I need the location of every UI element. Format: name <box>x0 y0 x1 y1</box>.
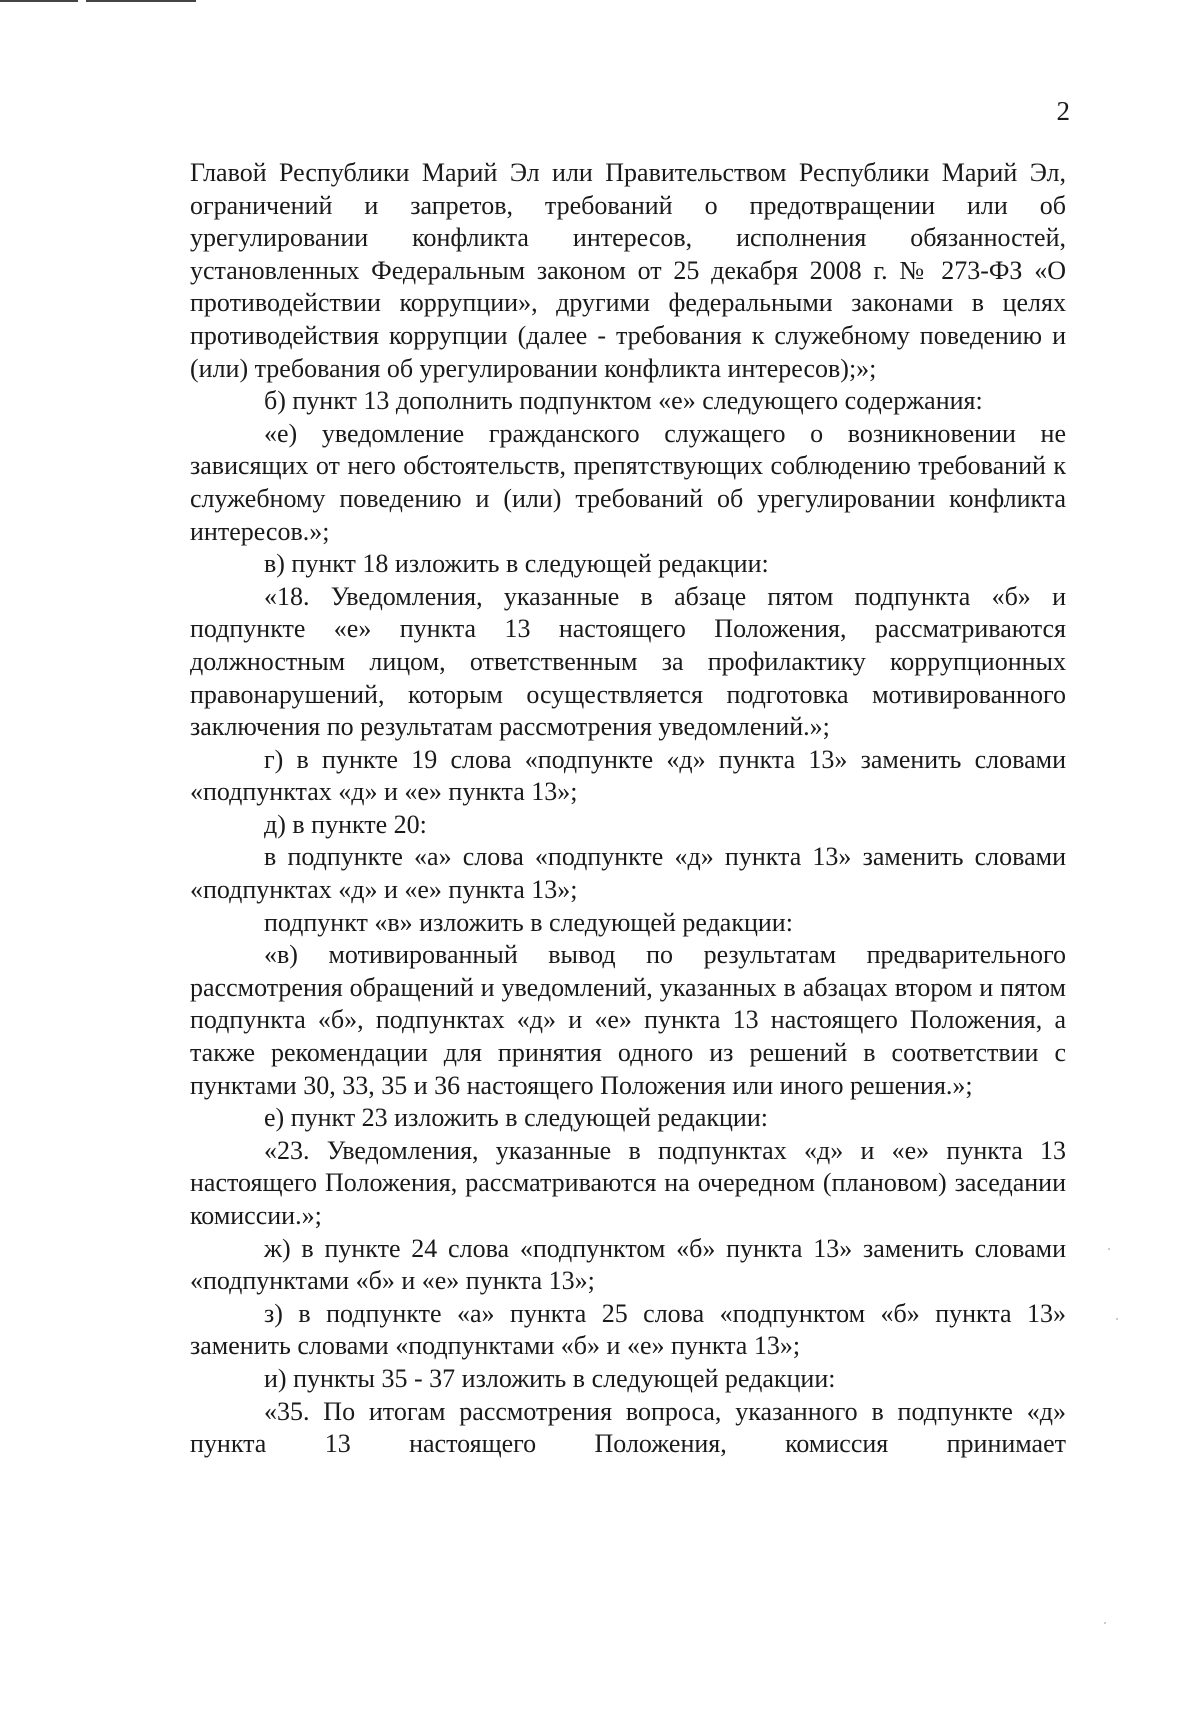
paragraph: з) в подпункте «а» пункта 25 слова «подпунктом «б» пункта 13» заменить словами «подпунктами «б» и «е» пункта 13»; <box>190 1298 1066 1361</box>
paragraph: г) в пункте 19 слова «подпункте «д» пункта 13» заменить словами «подпунктах «д» и «е» пункта 13»; <box>190 744 1066 807</box>
paragraph: д) в пункте 20: <box>264 809 427 839</box>
paragraph: в) пункт 18 изложить в следующей редакции: <box>264 549 769 579</box>
paragraph: «18. Уведомления, указанные в абзаце пятом подпункта «б» и подпункте «е» пункта 13 настоящего Положения, рассматриваются должностным лицом, ответственным за профилактику коррупционных правонарушений, которым осуществляется подготовка мотивированного заключения по результатам рассмотрения уведомлений.»; <box>190 581 1066 742</box>
paragraph: е) пункт 23 изложить в следующей редакции: <box>264 1103 768 1133</box>
scan-edge-mark <box>0 0 78 2</box>
paragraph: и) пункты 35 - 37 изложить в следующей редакции: <box>264 1363 836 1393</box>
scan-speck <box>1116 1318 1118 1320</box>
paragraph: «23. Уведомления, указанные в подпунктах «д» и «е» пункта 13 настоящего Положения, рассматриваются на очередном (плановом) заседании комиссии.»; <box>190 1135 1066 1230</box>
scan-speck <box>1108 1248 1110 1250</box>
paragraph: ж) в пункте 24 слова «подпунктом «б» пункта 13» заменить словами «подпунктами «б» и «е» пункта 13»; <box>190 1233 1066 1296</box>
document-body <box>190 157 1066 1461</box>
page-number: 2 <box>1056 96 1070 126</box>
paragraph: б) пункт 13 дополнить подпунктом «е» следующего содержания: <box>264 386 983 416</box>
scan-edge-mark <box>86 0 196 2</box>
paragraph: подпункт «в» изложить в следующей редакции: <box>264 907 793 937</box>
paragraph: Главой Республики Марий Эл или Правительством Республики Марий Эл, ограничений и запретов, требований о предотвращении или об урегулировании конфликта интересов, исполнения обязанностей, установленных Федеральным законом от 25 декабря 2008 г. № 273-ФЗ «О противодействии коррупции», другими федеральными законами в целях противодействия коррупции (далее - требования к служебному поведению и (или) требования об урегулировании конфликта интересов);»; <box>190 158 1066 383</box>
paragraph: «35. По итогам рассмотрения вопроса, указанного в подпункте «д» пункта 13 настоящего Положения, комиссия принимает <box>190 1396 1066 1459</box>
paragraph: в подпункте «а» слова «подпункте «д» пункта 13» заменить словами «подпунктах «д» и «е» пункта 13»; <box>190 842 1066 905</box>
scan-speck <box>1104 1622 1106 1624</box>
paragraph: «е) уведомление гражданского служащего о возникновении не зависящих от него обстоятельств, препятствующих соблюдению требований к служебному поведению и (или) требований об урегулировании конфликта интересов.»; <box>190 418 1066 546</box>
paragraph: «в) мотивированный вывод по результатам предварительного рассмотрения обращений и уведомлений, указанных в абзацах втором и пятом подпункта «б», подпунктах «д» и «е» пункта 13 настоящего Положения, а также рекомендации для принятия одного из решений в соответствии с пунктами 30, 33, 35 и 36 настоящего Положения или иного решения.»; <box>190 940 1066 1100</box>
